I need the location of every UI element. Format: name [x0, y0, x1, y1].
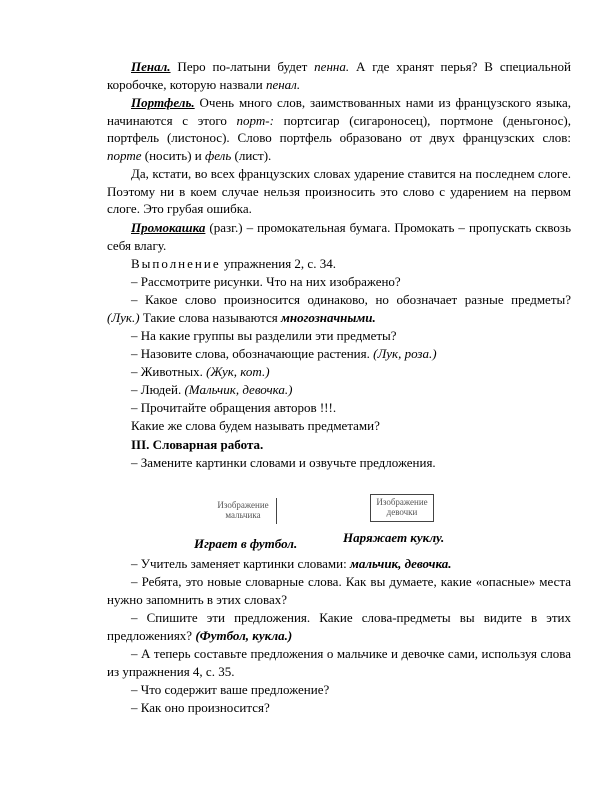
italic-text: (Мальчик, девочка.)	[184, 382, 293, 397]
boy-picture-placeholder	[210, 498, 277, 524]
text: – Спишите эти предложения. Какие слова-предметы вы видите в этих предложениях?	[107, 610, 571, 643]
paragraph-exercise	[107, 255, 571, 273]
italic-text: (Лук, роза.)	[373, 346, 437, 361]
teacher-replaces	[107, 555, 571, 573]
paragraph-portfel	[107, 94, 571, 164]
question-objects: Какие же слова будем называть предметами?	[131, 418, 380, 433]
caption-girl: Наряжает куклу.	[343, 530, 445, 545]
italic-text: (Жук, кот.)	[206, 364, 270, 379]
text: Такие слова называются	[139, 309, 281, 325]
paragraph-promokashka	[107, 219, 571, 254]
text: – Назовите слова, обозначающие растения.	[131, 346, 374, 361]
text: Перо по-латыни будет	[170, 59, 315, 74]
paragraph-stress: Да, кстати, во всех французских словах ударение ставится на последнем слоге. Поэтому ни в коем случае нельзя произносить это слово с ударением на первом слоге. Это грубая ошибка.	[107, 166, 571, 216]
term-penal: Пенал.	[131, 59, 171, 74]
instruction-replace: – Замените картинки словами и озвучьте предложения.	[131, 455, 436, 470]
caption-boy: Играет в футбол.	[194, 536, 298, 551]
question-dangerous: – Ребята, это новые словарные слова. Как вы думаете, какие «опасные» места нужно запомнить в этих словах?	[107, 574, 571, 607]
text: – Животных.	[131, 364, 207, 379]
text: (лист).	[231, 147, 272, 163]
term-portfel: Портфель.	[131, 95, 195, 110]
italic-text: порте	[107, 147, 142, 163]
question-animals	[107, 363, 571, 381]
spaced-text: Выполнение	[131, 256, 221, 271]
section-heading: III. Словарная работа.	[131, 437, 264, 452]
text: – Учитель заменяет картинки словами:	[131, 556, 350, 571]
term-promokashka: Промокашка	[131, 220, 206, 235]
text: упражнения 2, с. 34.	[220, 256, 336, 271]
italic-text: пенал.	[265, 76, 301, 92]
paragraph-penal	[107, 58, 571, 93]
placeholder-line: мальчика	[225, 510, 261, 520]
text: – Людей.	[131, 382, 185, 397]
instruction-copy	[107, 609, 571, 644]
italic-text: (Лук.)	[107, 309, 140, 325]
question-homonym	[107, 291, 571, 326]
italic-text: пенна.	[314, 59, 350, 74]
text: (носить) и	[141, 147, 205, 163]
italic-text: (Футбол, кукла.)	[195, 627, 293, 643]
italic-text: фель	[204, 147, 232, 163]
italic-text: порт-:	[236, 112, 274, 128]
question-contains: – Что содержит ваше предложение?	[131, 682, 330, 697]
text: портсигар (сигароносец), портмоне (деньгонос), портфель (листонос). Слово портфель образовано от двух французских слов:	[107, 112, 571, 145]
question-people	[107, 381, 571, 399]
placeholder-line: Изображение	[217, 500, 269, 510]
bold-italic-text: многозначными.	[280, 309, 376, 325]
text: А где хранят перья? В специальной коробочке, которую назвали	[107, 59, 572, 92]
question-plants	[107, 345, 571, 363]
placeholder-line: девочки	[386, 507, 418, 517]
instruction-read: – Прочитайте обращения авторов !!!.	[131, 400, 337, 415]
question-pronounce: – Как оно произносится?	[131, 700, 270, 715]
girl-picture-placeholder	[370, 494, 434, 522]
instruction-compose: – А теперь составьте предложения о мальчике и девочке сами, используя слова из упражнения 4, с. 35.	[107, 646, 571, 679]
italic-text: мальчик, девочка.	[349, 556, 452, 571]
question-pictures: – Рассмотрите рисунки. Что на них изображено?	[131, 274, 401, 289]
question-groups: – На какие группы вы разделили эти предметы?	[131, 328, 397, 343]
text: – Какое слово произносится одинаково, но обозначает разные предметы?	[131, 292, 571, 307]
text: Очень много слов, заимствованных нами из французского языка, начинаются с этого	[107, 95, 571, 128]
placeholder-line: Изображение	[376, 497, 428, 507]
text: (разг.) – промокательная бумага. Промокать – пропускать сквозь себя влагу.	[107, 220, 571, 253]
